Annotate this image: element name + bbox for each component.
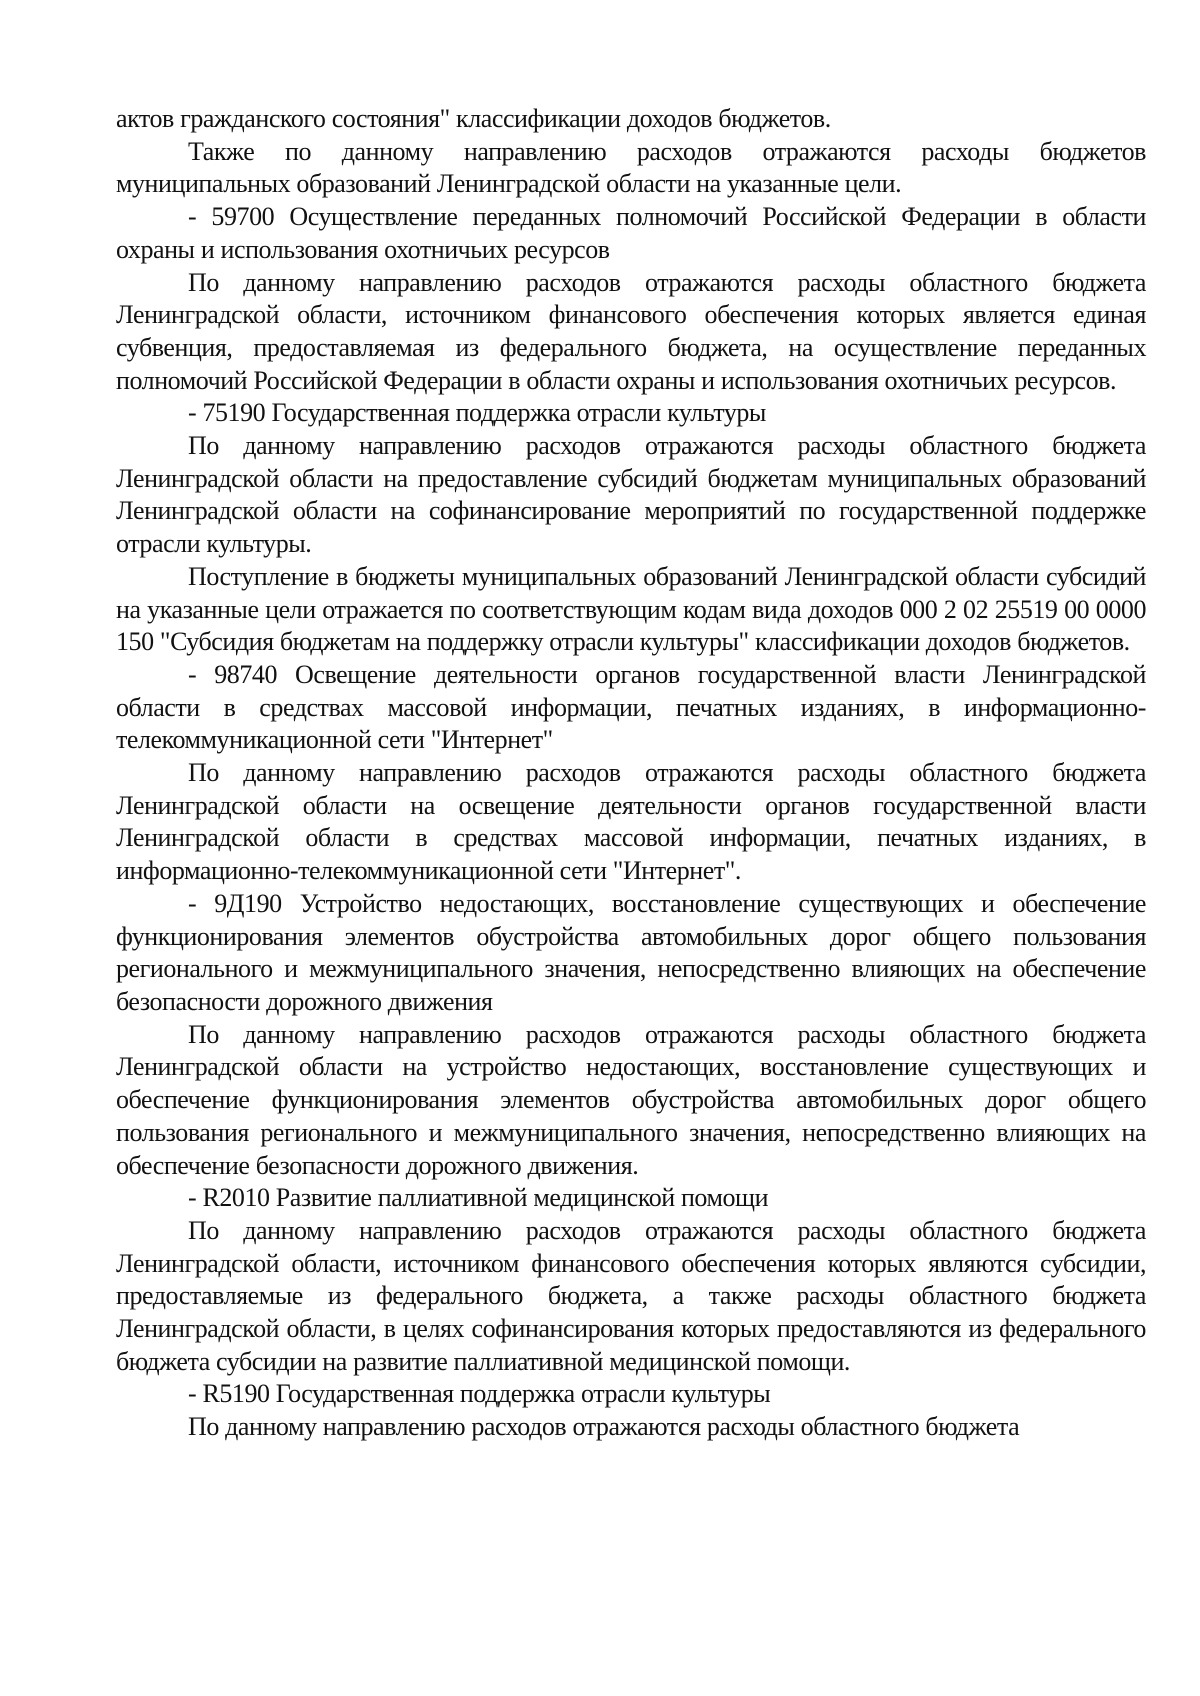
paragraph: По данному направлению расходов отражаются расходы областного бюджета Ленинградской области, источником финансового обеспечения которых является единая субвенция, предоставляемая из федерального бюджета, на осуществление переданных полномочий Российской Федерации в области охраны и использования охотничьих ресурсов. — [116, 267, 1146, 395]
section-heading-9d190: - 9Д190 Устройство недостающих, восстановление существующих и обеспечение функционирования элементов обустройства автомобильных дорог общего пользования регионального и межмуниципального значения, непосредственно влияющих на обеспечение безопасности дорожного движения — [116, 888, 1146, 1016]
section-heading-r5190: - R5190 Государственная поддержка отрасли культуры — [188, 1379, 771, 1409]
section-heading-75190: - 75190 Государственная поддержка отрасли культуры — [188, 398, 766, 428]
section-heading-98740: - 98740 Освещение деятельности органов государственной власти Ленинградской области в средствах массовой информации, печатных изданиях, в информационно-телекоммуникационной сети "Интернет" — [116, 659, 1146, 755]
paragraph: По данному направлению расходов отражаются расходы областного бюджета Ленинградской области на устройство недостающих, восстановление существующих и обеспечение функционирования элементов обустройства автомобильных дорог общего пользования регионального и межмуниципального значения, непосредственно влияющих на обеспечение безопасности дорожного движения. — [116, 1019, 1146, 1180]
document-body — [116, 103, 1146, 1444]
paragraph: По данному направлению расходов отражаются расходы областного бюджета Ленинградской области, источником финансового обеспечения которых являются субсидии, предоставляемые из федерального бюджета, а также расходы областного бюджета Ленинградской области, в целях софинансирования которых предоставляются из федерального бюджета субсидии на развитие паллиативной медицинской помощи. — [116, 1215, 1146, 1376]
paragraph: Поступление в бюджеты муниципальных образований Ленинградской области субсидий на указанные цели отражается по соответствующим кодам вида доходов 000 2 02 25519 00 0000 150 "Субсидия бюджетам на поддержку отрасли культуры" классификации доходов бюджетов. — [116, 561, 1146, 657]
paragraph: По данному направлению расходов отражаются расходы областного бюджета Ленинградской области на предоставление субсидий бюджетам муниципальных образований Ленинградской области на софинансирование мероприятий по государственной поддержке отрасли культуры. — [116, 431, 1146, 559]
section-heading-r2010: - R2010 Развитие паллиативной медицинской помощи — [188, 1183, 769, 1213]
paragraph: Также по данному направлению расходов отражаются расходы бюджетов муниципальных образований Ленинградской области на указанные цели. — [116, 136, 1146, 199]
section-heading-59700: - 59700 Осуществление переданных полномочий Российской Федерации в области охраны и использования охотничьих ресурсов — [116, 202, 1146, 264]
paragraph-continuation: актов гражданского состояния" классификации доходов бюджетов. — [116, 104, 831, 133]
paragraph: По данному направлению расходов отражаются расходы областного бюджета Ленинградской области на освещение деятельности органов государственной власти Ленинградской области в средствах массовой информации, печатных изданиях, в информационно-телекоммуникационной сети "Интернет". — [116, 758, 1146, 886]
paragraph-truncated: По данному направлению расходов отражаются расходы областного бюджета — [188, 1412, 1020, 1442]
